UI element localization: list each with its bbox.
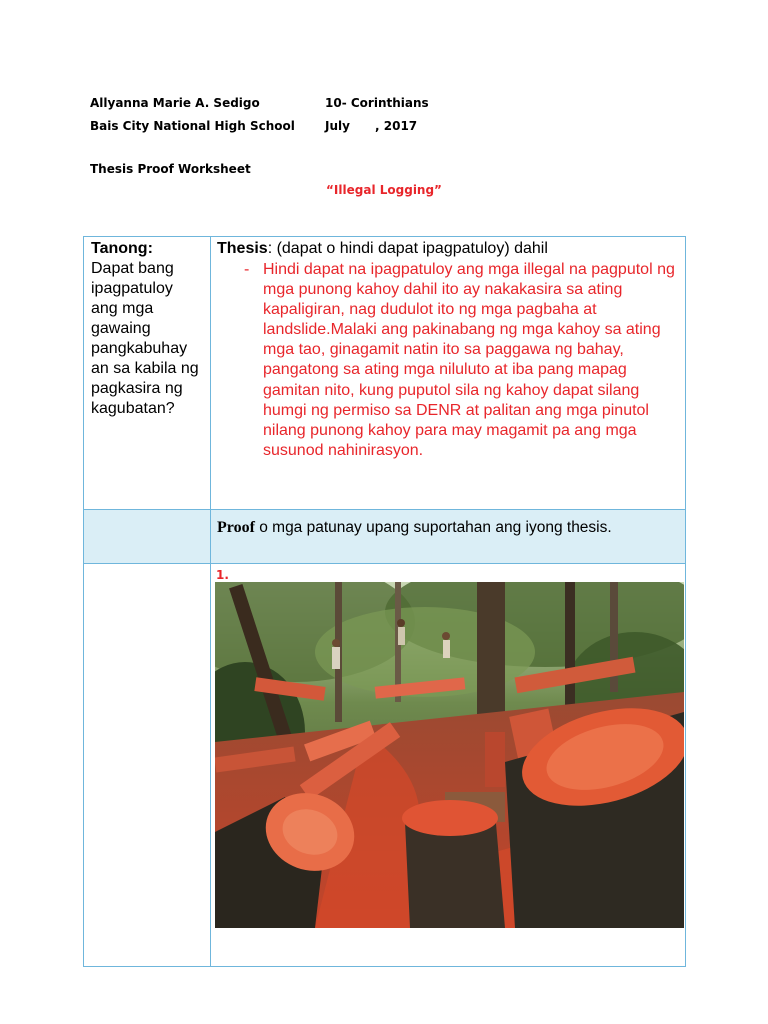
thesis-label: Thesis xyxy=(217,240,268,257)
logging-photo xyxy=(215,582,684,928)
school-name: Bais City National High School xyxy=(90,119,295,133)
thesis-cell xyxy=(211,237,686,510)
proof-text: o mga patunay upang suportahan ang iyong thesis. xyxy=(254,519,612,536)
table-row xyxy=(84,510,686,564)
proof-label: Proof xyxy=(217,519,255,536)
thesis-text: Hindi dapat na ipagpatuloy ang mga illegal na pagputol ng mga punong kahoy dahil ito ay nakakasira sa ating kapaligiran, nag dudulot ito ng mga pagbaha at landslide.Malaki ang pakinabang ng mga kahoy sa ating mga tao, ginagamit natin ito sa paggawa ng bahay, pangatong sa ating mga niluluto at iba pang mapag gamitan nito, kung puputol sila ng kahoy dapat silang humgi ng permiso sa DENR at palitan ang mga pinutol nilang punong kahoy para may magamit pa ang mga susunod nahinirasyon. xyxy=(263,261,675,459)
section-name: 10- Corinthians xyxy=(325,96,429,110)
thesis-proof-table xyxy=(83,236,686,967)
empty-cell xyxy=(84,510,211,564)
thesis-prompt: : (dapat o hindi dapat ipagpatuloy) dahil xyxy=(267,240,548,257)
table-row xyxy=(84,237,686,510)
topic-title: “Illegal Logging” xyxy=(326,183,442,197)
proof-number: 1. xyxy=(216,568,229,582)
student-name: Allyanna Marie A. Sedigo xyxy=(90,96,260,110)
table-row xyxy=(84,564,686,967)
proof-header-cell xyxy=(211,510,686,564)
question-label: Tanong: xyxy=(91,240,153,257)
question-text: Dapat bang ipagpatuloy ang mga gawaing pangkabuhay an sa kabila ng pagkasira ng kagubatan? xyxy=(91,260,199,417)
empty-cell xyxy=(84,564,211,967)
bullet-dash: - xyxy=(244,261,250,278)
worksheet-title: Thesis Proof Worksheet xyxy=(90,162,251,176)
date-text: July , 2017 xyxy=(325,119,418,133)
proof-header xyxy=(211,510,685,538)
question-cell xyxy=(84,237,211,510)
proof-content-cell xyxy=(211,564,686,967)
thesis-bullet-item xyxy=(211,259,685,461)
thesis-header xyxy=(211,237,685,259)
